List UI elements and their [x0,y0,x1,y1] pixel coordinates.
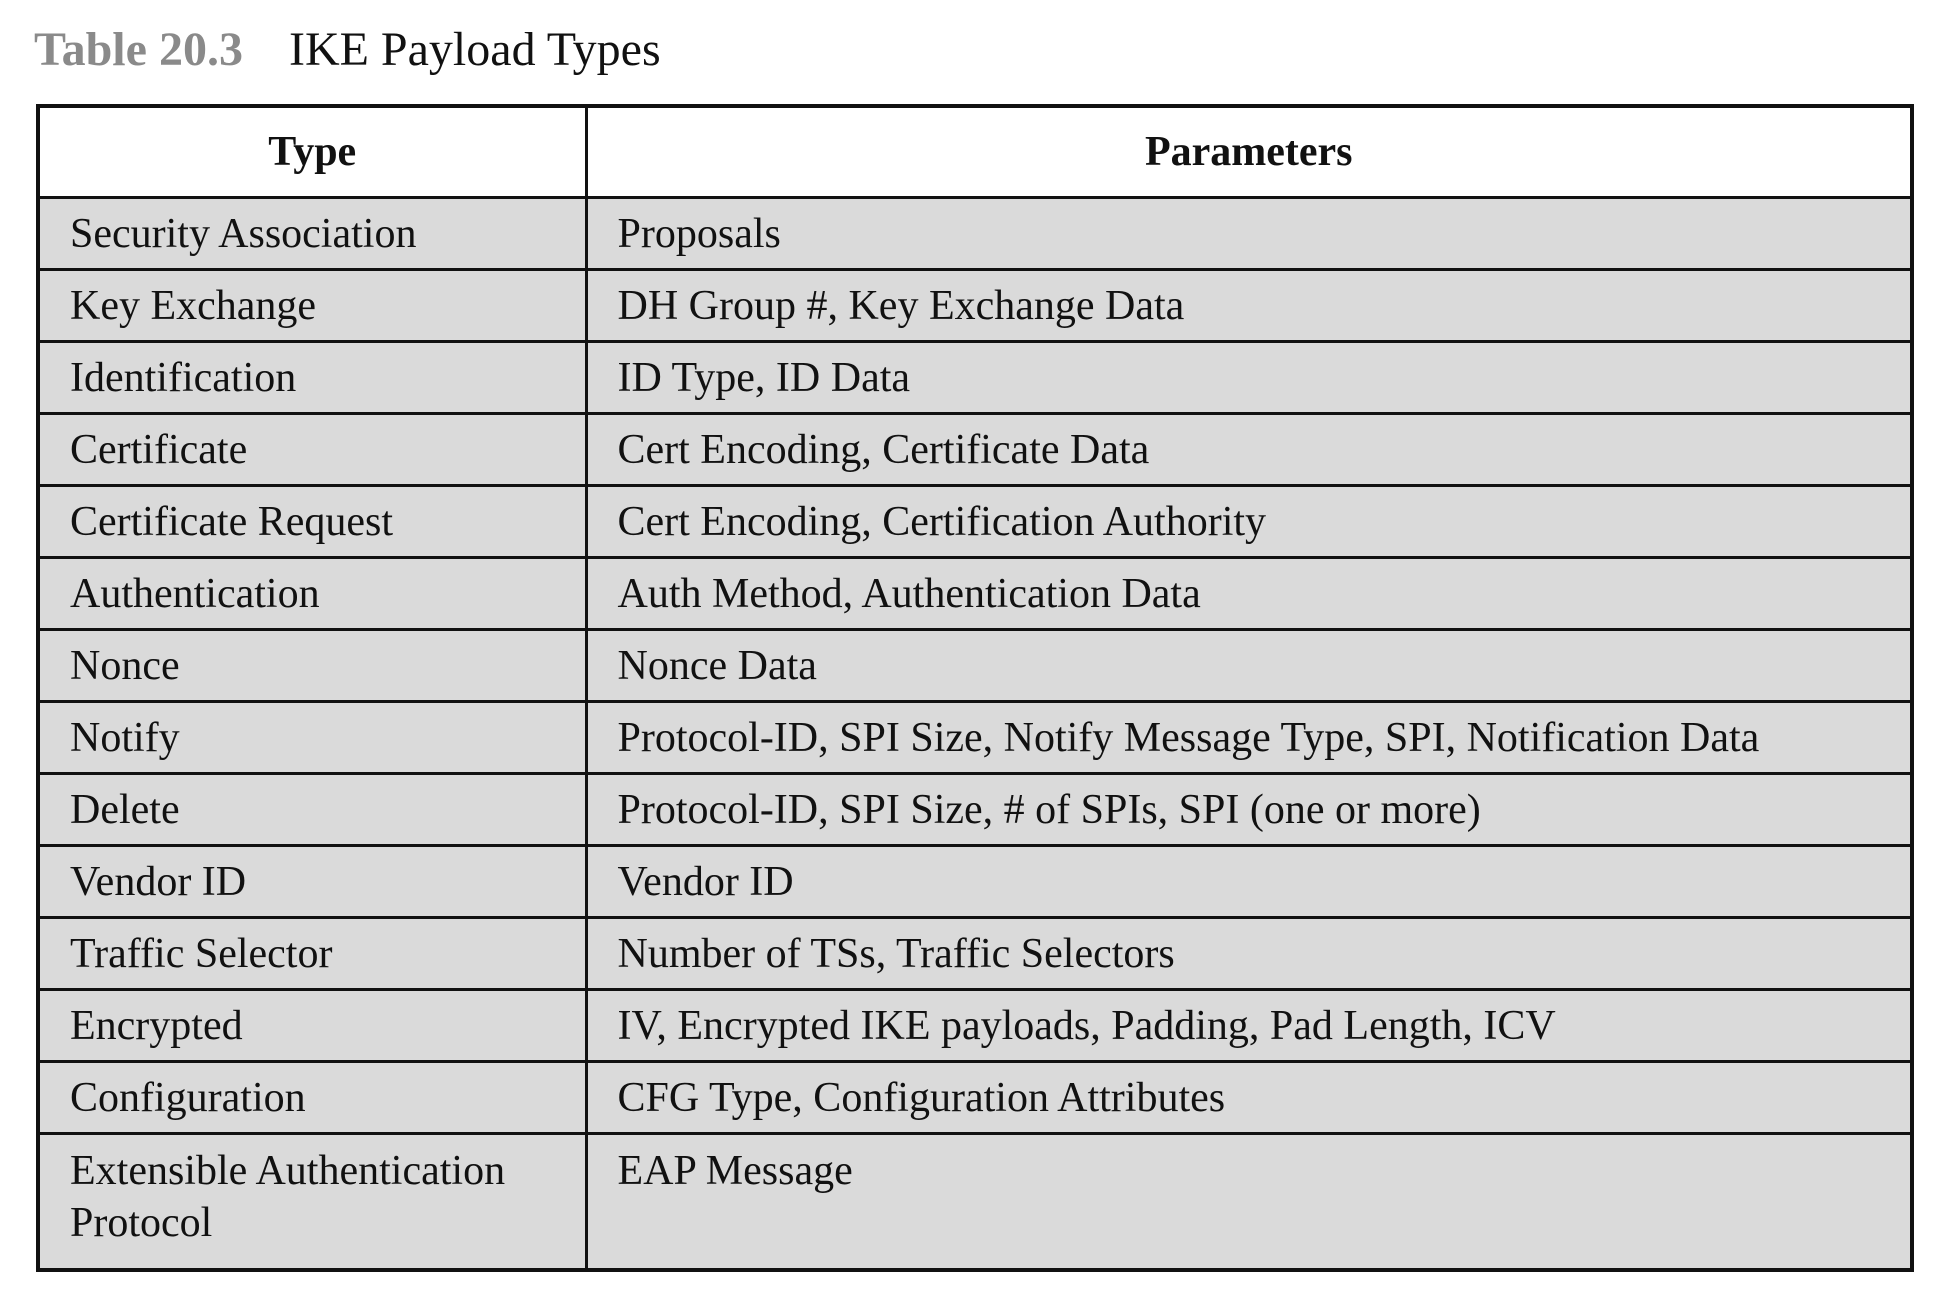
type-cell: Authentication [38,558,586,630]
parameters-cell: Cert Encoding, Certificate Data [586,414,1912,486]
table-title: IKE Payload Types [288,23,661,76]
type-cell: Delete [38,774,586,846]
table-row [38,846,1912,918]
ike-payload-table [36,104,1914,1272]
table-row [38,1062,1912,1134]
type-cell: Certificate Request [38,486,586,558]
parameters-cell: Protocol-ID, SPI Size, Notify Message Type, SPI, Notification Data [586,702,1912,774]
type-cell: Identification [38,342,586,414]
parameters-cell: IV, Encrypted IKE payloads, Padding, Pad Length, ICV [586,990,1912,1062]
parameters-cell: Vendor ID [586,846,1912,918]
table-row [38,486,1912,558]
parameters-cell: Protocol-ID, SPI Size, # of SPIs, SPI (one or more) [586,774,1912,846]
table-header-row [38,106,1912,198]
type-cell: Traffic Selector [38,918,586,990]
table-row [38,630,1912,702]
table-row [38,918,1912,990]
parameters-cell: DH Group #, Key Exchange Data [586,270,1912,342]
table-row [38,558,1912,630]
type-cell: Extensible Authentication Protocol [38,1134,586,1271]
parameters-cell: ID Type, ID Data [586,342,1912,414]
parameters-cell: Auth Method, Authentication Data [586,558,1912,630]
type-cell: Vendor ID [38,846,586,918]
parameters-cell: EAP Message [586,1134,1912,1271]
type-cell: Security Association [38,198,586,270]
parameters-cell: Number of TSs, Traffic Selectors [586,918,1912,990]
type-cell: Encrypted [38,990,586,1062]
type-cell: Certificate [38,414,586,486]
type-cell: Configuration [38,1062,586,1134]
parameters-cell: Cert Encoding, Certification Authority [586,486,1912,558]
parameters-cell: Nonce Data [586,630,1912,702]
parameters-cell: Proposals [586,198,1912,270]
table-number: Table 20.3 [34,23,243,76]
parameters-cell: CFG Type, Configuration Attributes [586,1062,1912,1134]
type-cell: Key Exchange [38,270,586,342]
table-row [38,702,1912,774]
table-row [38,990,1912,1062]
table-row [38,1134,1912,1271]
table-row [38,198,1912,270]
table-row [38,270,1912,342]
table-row [38,414,1912,486]
column-header-parameters: Parameters [586,106,1912,198]
table-caption [34,20,661,80]
type-cell: Nonce [38,630,586,702]
type-cell: Notify [38,702,586,774]
table-row [38,342,1912,414]
table-row [38,774,1912,846]
column-header-type: Type [38,106,586,198]
